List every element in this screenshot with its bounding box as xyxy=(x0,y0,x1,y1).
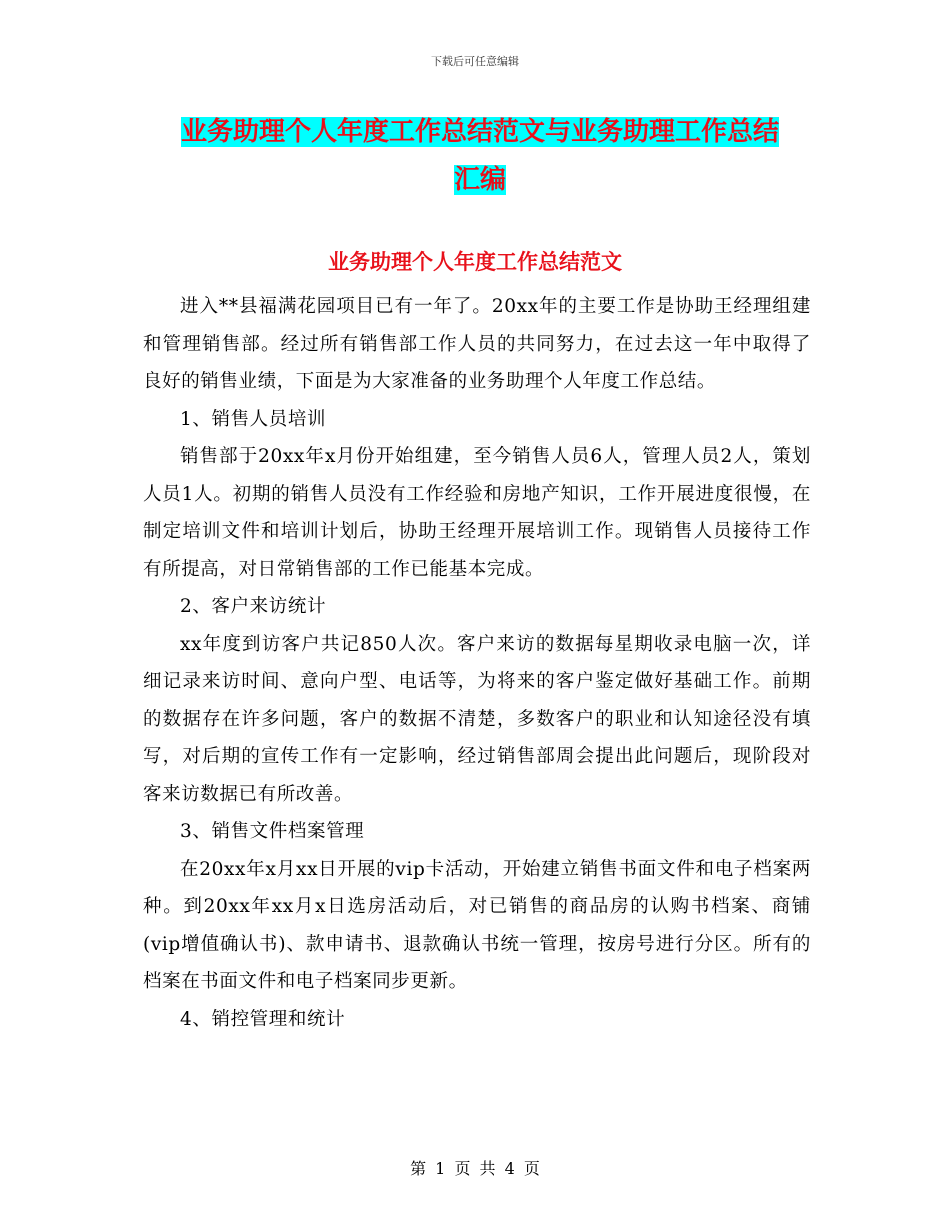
paragraph-intro: 进入**县福满花园项目已有一年了。20xx年的主要工作是协助王经理组建和管理销售部。经过所有销售部工作人员的共同努力，在过去这一年中取得了良好的销售业绩，下面是为大家准备的业务助理个人年度工作总结。 xyxy=(143,296,811,392)
document-title xyxy=(140,108,820,204)
heading-sales-control: 4、销控管理和统计 xyxy=(180,1008,346,1030)
heading-file-management: 3、销售文件档案管理 xyxy=(180,821,365,842)
section-title: 业务助理个人年度工作总结范文 xyxy=(328,250,622,274)
heading-visitor-statistics: 2、客户来访统计 xyxy=(180,596,327,617)
document-title-line2: 汇编 xyxy=(453,165,506,195)
heading-sales-training: 1、销售人员培训 xyxy=(180,408,327,430)
document-body xyxy=(143,288,811,1038)
paragraph-sales-training: 销售部于20xx年x月份开始组建，至今销售人员6人，管理人员2人，策划人员1人。初期的销售人员没有工作经验和房地产知识，工作开展进度很慢，在制定培训文件和培训计划后，协助王经理开展培训工作。现销售人员接待工作有所提高，对日常销售部的工作已能基本完成。 xyxy=(143,446,811,580)
paragraph-visitor-statistics: xx年度到访客户共记850人次。客户来访的数据每星期收录电脑一次，详细记录来访时间、意向户型、电话等，为将来的客户鉴定做好基础工作。前期的数据存在许多问题，客户的数据不清楚，多数客户的职业和认知途径没有填写，对后期的宣传工作有一定影响，经过销售部周会提出此问题后，现阶段对客来访数据已有所改善。 xyxy=(143,633,811,805)
header-note: 下载后可任意编辑 xyxy=(431,55,519,68)
document-title-line1: 业务助理个人年度工作总结范文与业务助理工作总结 xyxy=(180,117,779,147)
paragraph-file-management: 在20xx年x月xx日开展的vip卡活动，开始建立销售书面文件和电子档案两种。到20xx年xx月x日选房活动后，对已销售的商品房的认购书档案、商铺(vip增值确认书)、款申请书、退款确认书统一管理，按房号进行分区。所有的档案在书面文件和电子档案同步更新。 xyxy=(143,858,811,992)
page-footer: 第 1 页 共 4 页 xyxy=(410,1159,540,1178)
